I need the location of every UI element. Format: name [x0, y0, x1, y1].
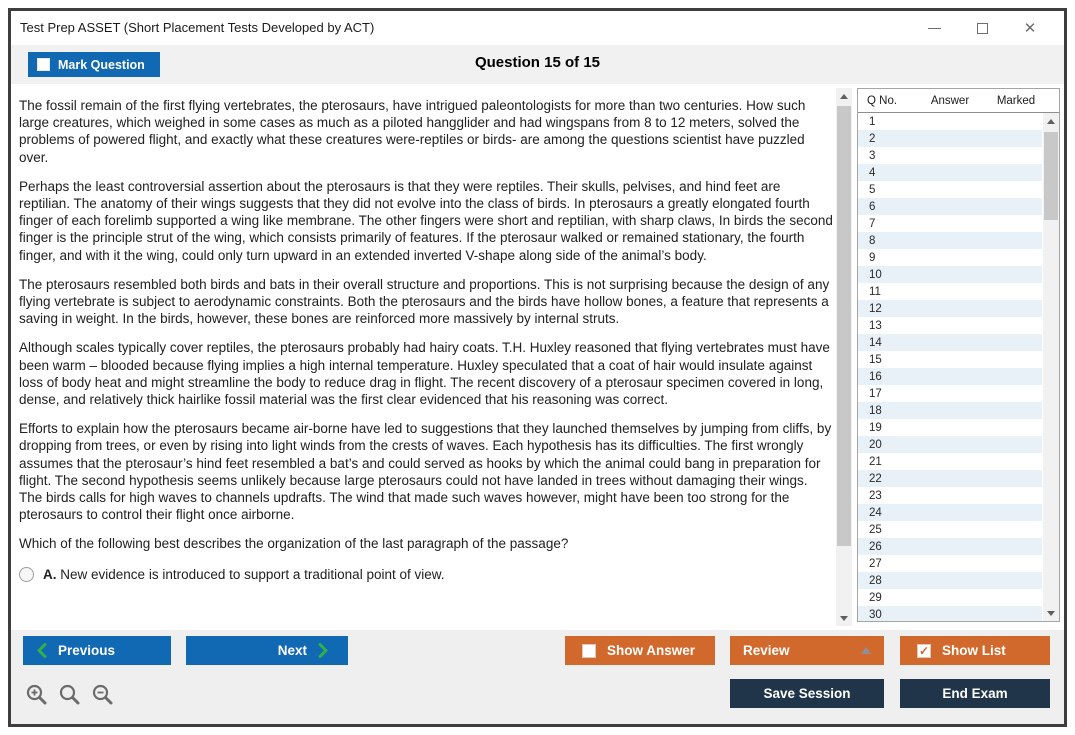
question-counter: Question 15 of 15: [474, 54, 601, 71]
zoom-reset-icon[interactable]: [58, 683, 82, 707]
question-row[interactable]: [858, 368, 1042, 385]
chevron-left-icon: [37, 643, 47, 658]
question-row[interactable]: [858, 249, 1042, 266]
show-answer-label: Show Answer: [607, 643, 696, 658]
option-text: [43, 566, 445, 583]
question-row[interactable]: [858, 113, 1042, 130]
question-number: 13: [869, 319, 882, 332]
question-number: 25: [869, 523, 882, 536]
show-answer-button[interactable]: [565, 636, 715, 665]
question-text: Which of the following best describes the organization of the last paragraph of the passage?: [19, 536, 569, 552]
zoom-controls: [25, 683, 115, 707]
mark-question-button[interactable]: [28, 52, 160, 77]
question-number: 10: [869, 268, 882, 281]
scroll-down-button[interactable]: [1043, 605, 1059, 621]
question-number: 6: [869, 200, 876, 213]
question-row[interactable]: [858, 385, 1042, 402]
question-row[interactable]: [858, 555, 1042, 572]
question-list-body: [858, 113, 1042, 621]
question-number: 23: [869, 489, 882, 502]
question-number: 15: [869, 353, 882, 366]
passage-paragraph: The pterosaurs resembled both birds and bats in their overall structure and proportions. This is not surprising because the design of any flying vertebrate is subject to aerodynamic constraints. Both the pterosaurs and the birds have hollow bones, a feature that represents a saving in weight. In the birds, however, these bones are reinforced more massively by internal struts.: [19, 276, 830, 327]
question-number: 11: [869, 285, 881, 298]
question-row[interactable]: [858, 453, 1042, 470]
show-list-checkbox-icon: [917, 644, 931, 658]
question-number: 24: [869, 506, 882, 519]
title-bar: [11, 11, 1064, 45]
option-letter: A.: [43, 566, 57, 582]
question-row[interactable]: [858, 130, 1042, 147]
question-row[interactable]: [858, 147, 1042, 164]
question-number: 20: [869, 438, 882, 451]
minimize-icon: [928, 28, 941, 29]
end-exam-button[interactable]: [900, 679, 1050, 708]
question-number: 30: [869, 608, 882, 621]
passage-paragraph: Although scales typically cover reptiles, the pterosaurs probably had hairy coats. T.H. Huxley reasoned that flying vertebrates must have been warm – blooded because flying implies a high internal temperature. Huxley speculated that a coat of hair would insulate against loss of body heat and might streamline the body to reduce drag in flight. The recent discovery of a pterosaur specimen covered in long, dense, and relatively thick hairlike fossil material was the first clear evidenced that his reasoning was correct.: [19, 340, 830, 408]
passage-paragraph: Efforts to explain how the pterosaurs became air-borne have led to suggestions that they launched themselves by jumping from cliffs, by dropping from trees, or even by rising into light winds from the crests of waves. Each hypothesis has its difficulties. The first wrongly assumes that the pterosaur’s hind feet resembled a bat’s and could served as hooks by which the animal could bang in preparation for flight. The second hypothesis seems unlikely because large pterosaurs could not have landed in trees without damaging their wings. The birds calls for high waves to channels updrafts. The wind that made such waves however, might have been too strong for the pterosaurs to control their flight once airborne.: [19, 421, 832, 523]
column-qno: Q No.: [867, 94, 898, 107]
chevron-right-icon: [318, 643, 328, 658]
question-row[interactable]: [858, 504, 1042, 521]
question-number: 19: [869, 421, 882, 434]
question-row[interactable]: [858, 538, 1042, 555]
question-row[interactable]: [858, 283, 1042, 300]
previous-button[interactable]: [23, 636, 171, 665]
save-session-button[interactable]: [730, 679, 884, 708]
show-list-button[interactable]: [900, 636, 1050, 665]
question-number: 26: [869, 540, 882, 553]
question-number: 28: [869, 574, 882, 587]
scrollbar-thumb[interactable]: [1044, 132, 1058, 220]
question-list-header: [858, 89, 1059, 113]
question-row[interactable]: [858, 215, 1042, 232]
previous-label: Previous: [58, 643, 116, 658]
question-number: 1: [869, 115, 876, 128]
next-label: Next: [277, 643, 307, 658]
question-list-scrollbar[interactable]: [1043, 113, 1059, 621]
question-row[interactable]: [858, 402, 1042, 419]
header-bar: [11, 45, 1064, 84]
maximize-icon: [977, 23, 988, 34]
next-button[interactable]: [186, 636, 348, 665]
question-row[interactable]: [858, 487, 1042, 504]
question-row[interactable]: [858, 436, 1042, 453]
question-row[interactable]: [858, 351, 1042, 368]
question-row[interactable]: [858, 606, 1042, 621]
question-row[interactable]: [858, 589, 1042, 606]
question-number: 27: [869, 557, 882, 570]
question-number: 3: [869, 149, 876, 162]
question-row[interactable]: [858, 232, 1042, 249]
footer-bar: [11, 630, 1064, 724]
passage-paragraph: Perhaps the least controversial assertion about the pterosaurs is that they were reptiles. Their skulls, pelvises, and hind feet are reptilian. The anatomy of their wings suggests that they did not evolve into the class of birds. In pterosaurs a greatly elongated fourth finger of each forelimb supported a wing like membrane. The other fingers were short and reptilian, with sharp claws, In birds the second finger is the principle strut of the wing, which consists primarily of features. If the pterosaur walked or remained stationary, the fourth finger, and with it the wing, could only turn upward in an extended inverted V-shape along side of the animal’s body.: [19, 178, 833, 263]
end-exam-label: End Exam: [942, 686, 1008, 701]
review-label: Review: [743, 643, 790, 658]
answer-option-a[interactable]: [19, 566, 833, 583]
question-number: 9: [869, 251, 876, 264]
passage-area: [11, 84, 835, 630]
checkmark-icon: ✓: [918, 643, 930, 658]
scroll-up-icon: [1047, 119, 1055, 124]
question-row[interactable]: [858, 334, 1042, 351]
question-row[interactable]: [858, 317, 1042, 334]
question-number: 12: [869, 302, 882, 315]
scroll-up-icon: [840, 94, 848, 99]
maximize-button[interactable]: [958, 11, 1006, 45]
passage-scrollbar[interactable]: [836, 88, 852, 626]
question-row[interactable]: [858, 181, 1042, 198]
question-number: 16: [869, 370, 882, 383]
question-number: 4: [869, 166, 876, 179]
question-row[interactable]: [858, 419, 1042, 436]
scroll-up-button[interactable]: [836, 88, 852, 104]
minimize-button[interactable]: [910, 11, 958, 45]
zoom-out-icon[interactable]: [91, 683, 115, 707]
window-controls: [910, 11, 1054, 45]
question-list-panel: [857, 88, 1060, 622]
zoom-in-icon[interactable]: [25, 683, 49, 707]
option-body: New evidence is introduced to support a traditional point of view.: [60, 566, 445, 582]
column-answer: Answer: [930, 94, 970, 107]
question-number: 14: [869, 336, 882, 349]
scrollbar-thumb[interactable]: [837, 106, 851, 546]
question-number: 18: [869, 404, 882, 417]
close-button[interactable]: [1006, 11, 1054, 45]
save-session-label: Save Session: [763, 686, 851, 701]
question-row[interactable]: [858, 164, 1042, 181]
question-number: 7: [869, 217, 876, 230]
question-number: 8: [869, 234, 876, 247]
mark-question-label: Mark Question: [58, 57, 145, 72]
question-number: 17: [869, 387, 882, 400]
radio-button-icon[interactable]: [19, 567, 34, 582]
close-icon: ✕: [1023, 19, 1037, 37]
question-row[interactable]: [858, 470, 1042, 487]
mark-question-checkbox-icon: [37, 58, 50, 71]
show-answer-checkbox-icon: [582, 644, 596, 658]
scroll-down-icon: [840, 616, 848, 621]
app-window: [8, 8, 1067, 727]
scroll-up-button[interactable]: [1043, 113, 1059, 129]
question-number: 22: [869, 472, 882, 485]
question-number: 5: [869, 183, 876, 196]
question-row[interactable]: [858, 198, 1042, 215]
question-number: 29: [869, 591, 882, 604]
passage-paragraph: The fossil remain of the first flying vertebrates, the pterosaurs, have intrigued paleontologists for more than two centuries. How such large creatures, which weighed in some cases as much as a piloted hangglider and had wingspans from 8 to 12 meters, solved the problems of powered flight, and exactly what these creatures were-reptiles or birds- are among the questions scientist have puzzled over.: [19, 98, 806, 165]
question-number: 21: [869, 455, 882, 468]
column-marked: Marked: [996, 94, 1036, 107]
question-row[interactable]: [858, 266, 1042, 283]
question-row[interactable]: [858, 572, 1042, 589]
scroll-down-icon: [1047, 611, 1055, 616]
question-row[interactable]: [858, 300, 1042, 317]
triangle-up-icon: [861, 647, 871, 654]
question-number: 2: [869, 132, 876, 145]
content-area: [11, 84, 1064, 630]
scroll-down-button[interactable]: [836, 610, 852, 626]
show-list-label: Show List: [942, 643, 1006, 658]
review-button[interactable]: [730, 636, 884, 665]
window-title: Test Prep ASSET (Short Placement Tests Developed by ACT): [20, 20, 375, 35]
question-row[interactable]: [858, 521, 1042, 538]
